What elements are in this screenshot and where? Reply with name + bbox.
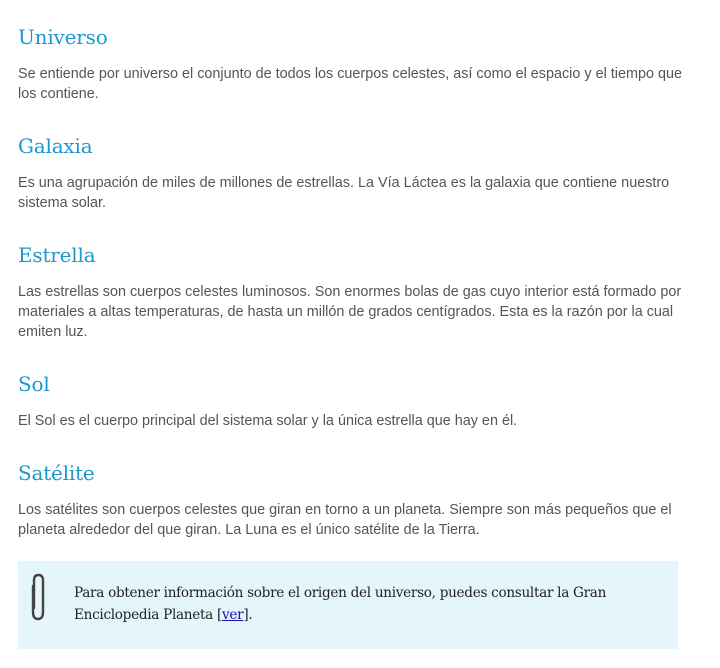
note-text-after: ]. [243,607,253,623]
info-note-text [74,582,664,626]
entry-title: Estrella [18,243,96,267]
ver-link[interactable]: ver [222,607,244,623]
entry-text: Los satélites son cuerpos celestes que giran en torno a un planeta. Siempre son más pequeños que el planeta alrededor del que giran. La Luna es el único satélite de la Tierra. [18,502,672,538]
note-text-before: Para obtener información sobre el origen del universo, puedes consultar la Gran Enciclopedia Planeta [ [74,585,607,623]
entry-text: Las estrellas son cuerpos celestes luminosos. Son enormes bolas de gas cuyo interior está formado por materiales a altas temperaturas, de hasta un millón de grados centígrados. Esta es la razón por la cual emiten luz. [18,284,682,340]
entry-title: Universo [18,25,108,49]
entry-title: Sol [18,372,50,396]
paperclip-icon [27,572,49,622]
entry-text: Es una agrupación de miles de millones de estrellas. La Vía Láctea es la galaxia que contiene nuestro sistema solar. [18,175,670,211]
entry-text: Se entiende por universo el conjunto de todos los cuerpos celestes, así como el espacio y el tiempo que los contiene. [18,66,682,102]
glossary-entry-universo [18,22,682,104]
entry-title: Galaxia [18,134,93,158]
entry-title: Satélite [18,461,95,485]
glossary-entry-galaxia [18,131,682,213]
glossary-entry-estrella [18,240,682,342]
glossary-entry-satelite [18,458,682,540]
glossary-entry-sol [18,369,682,431]
entry-text: El Sol es el cuerpo principal del sistema solar y la única estrella que hay en él. [18,413,518,429]
